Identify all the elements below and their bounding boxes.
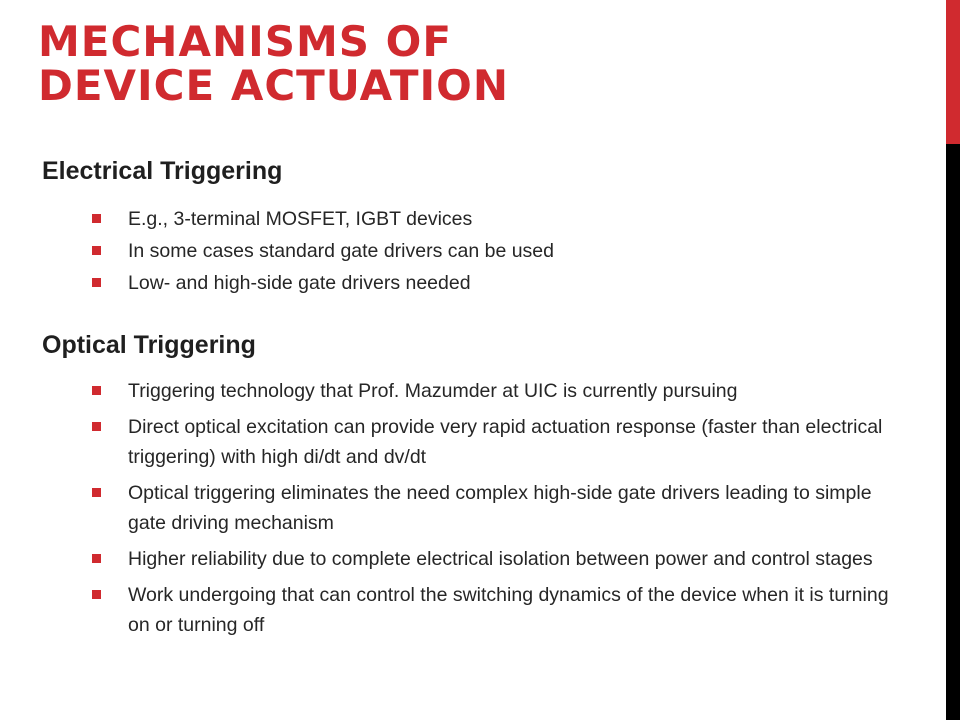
section-heading-optical: Optical Triggering bbox=[42, 331, 256, 359]
right-edge-accent bbox=[946, 0, 960, 144]
bullet-text: Triggering technology that Prof. Mazumder at UIC is currently pursuing bbox=[128, 380, 738, 402]
bullet-text: In some cases standard gate drivers can be used bbox=[128, 240, 554, 262]
square-bullet-icon bbox=[92, 422, 101, 431]
square-bullet-icon bbox=[92, 246, 101, 255]
optical-bullet-list bbox=[92, 376, 912, 646]
bullet-item bbox=[92, 236, 912, 266]
bullet-item bbox=[92, 544, 912, 574]
square-bullet-icon bbox=[92, 488, 101, 497]
bullet-item bbox=[92, 478, 912, 538]
bullet-text: Low- and high-side gate drivers needed bbox=[128, 272, 471, 294]
bullet-item bbox=[92, 204, 912, 234]
bullet-text: Optical triggering eliminates the need complex high-side gate drivers leading to simple gate driving mechanism bbox=[128, 482, 872, 534]
square-bullet-icon bbox=[92, 386, 101, 395]
bullet-item bbox=[92, 412, 912, 472]
bullet-item bbox=[92, 580, 912, 640]
bullet-item bbox=[92, 376, 912, 406]
square-bullet-icon bbox=[92, 554, 101, 563]
bullet-text: Work undergoing that can control the switching dynamics of the device when it is turning on or turning off bbox=[128, 584, 889, 636]
section-heading-electrical: Electrical Triggering bbox=[42, 157, 283, 185]
slide-title-line-2: DEVICE ACTUATION bbox=[38, 61, 509, 110]
square-bullet-icon bbox=[92, 590, 101, 599]
square-bullet-icon bbox=[92, 278, 101, 287]
bullet-item bbox=[92, 268, 912, 298]
bullet-text: Higher reliability due to complete electrical isolation between power and control stages bbox=[128, 548, 873, 570]
square-bullet-icon bbox=[92, 214, 101, 223]
electrical-bullet-list bbox=[92, 204, 912, 300]
bullet-text: Direct optical excitation can provide very rapid actuation response (faster than electrical triggering) with high di/dt and dv/dt bbox=[128, 416, 883, 468]
slide-title bbox=[38, 17, 509, 110]
bullet-text: E.g., 3-terminal MOSFET, IGBT devices bbox=[128, 208, 473, 230]
slide-title-line-1: MECHANISMS OF bbox=[38, 17, 453, 66]
